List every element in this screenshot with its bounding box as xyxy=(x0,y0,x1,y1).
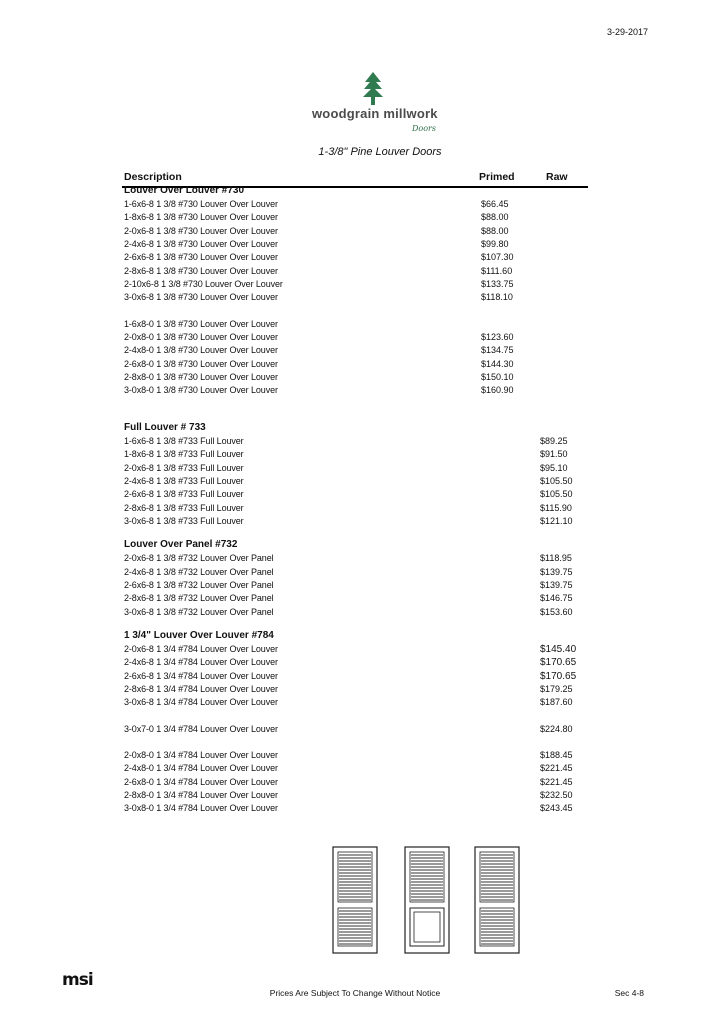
item-description: 2-0x8-0 1 3/8 #730 Louver Over Louver xyxy=(124,332,278,343)
raw-price: $170.65 xyxy=(540,670,577,682)
item-description: 2-6x8-0 1 3/4 #784 Louver Over Louver xyxy=(124,776,278,787)
raw-price: $224.80 xyxy=(540,723,573,734)
item-description: 2-6x8-0 1 3/8 #730 Louver Over Louver xyxy=(124,358,278,369)
price-row xyxy=(124,656,584,669)
item-description: 1-8x6-8 1 3/8 #733 Full Louver xyxy=(124,449,244,460)
header-raw: Raw xyxy=(546,171,568,183)
section-title: 1 3/4" Louver Over Louver #784 xyxy=(124,629,274,641)
item-description: 2-0x8-0 1 3/4 #784 Louver Over Louver xyxy=(124,750,278,760)
primed-price: $123.60 xyxy=(481,332,514,343)
door-illustrations xyxy=(332,846,532,956)
primed-price: $150.10 xyxy=(481,372,514,383)
item-description: 2-6x6-8 1 3/8 #732 Louver Over Panel xyxy=(124,579,274,590)
logo-brand-text: woodgrain millwork xyxy=(312,106,438,121)
item-description: 3-0x6-8 1 3/4 #784 Louver Over Louver xyxy=(124,697,278,708)
louver-over-louver-door-icon xyxy=(332,846,378,954)
price-row xyxy=(124,488,584,501)
item-description: 2-0x6-8 1 3/8 #732 Louver Over Panel xyxy=(124,553,274,564)
item-description: 3-0x8-0 1 3/8 #730 Louver Over Louver xyxy=(124,385,278,396)
item-description: 2-8x6-8 1 3/8 #733 Full Louver xyxy=(124,502,244,513)
price-row xyxy=(124,789,584,802)
full-louver-door-icon xyxy=(474,846,520,954)
price-row xyxy=(124,749,584,762)
item-description: 2-4x6-8 1 3/8 #732 Louver Over Panel xyxy=(124,566,274,577)
price-row xyxy=(124,566,584,579)
msi-mark: msi xyxy=(62,970,93,990)
item-description: 2-8x6-8 1 3/8 #730 Louver Over Louver xyxy=(124,265,278,276)
price-row xyxy=(124,462,584,475)
item-description: 2-8x8-0 1 3/8 #730 Louver Over Louver xyxy=(124,372,278,383)
item-description: 1-6x6-8 1 3/8 #730 Louver Over Louver xyxy=(124,199,278,209)
raw-price: $221.45 xyxy=(540,763,573,774)
msi-logo xyxy=(62,970,93,990)
raw-price: $187.60 xyxy=(540,697,573,708)
raw-price: $115.90 xyxy=(540,502,572,513)
tree-icon xyxy=(362,72,384,106)
primed-price: $111.60 xyxy=(481,265,513,276)
primed-price: $118.10 xyxy=(481,292,513,303)
price-row xyxy=(124,211,584,224)
item-description: 2-6x6-8 1 3/4 #784 Louver Over Louver xyxy=(124,670,278,681)
price-row xyxy=(124,225,584,238)
raw-price: $89.25 xyxy=(540,435,568,446)
footer-note: Prices Are Subject To Change Without Notice xyxy=(269,988,441,998)
price-row xyxy=(124,696,584,709)
item-description: 2-6x6-8 1 3/8 #730 Louver Over Louver xyxy=(124,252,278,263)
primed-price: $88.00 xyxy=(481,212,509,223)
header-description: Description xyxy=(124,171,182,183)
raw-price: $153.60 xyxy=(540,606,573,617)
price-row xyxy=(124,579,584,592)
raw-price: $179.25 xyxy=(540,683,573,694)
primed-price: $133.75 xyxy=(481,279,514,290)
price-row xyxy=(124,502,584,515)
raw-price: $145.40 xyxy=(540,643,577,655)
price-list xyxy=(124,184,584,816)
louver-over-panel-door-icon xyxy=(404,846,450,954)
price-row xyxy=(124,723,584,736)
price-row xyxy=(124,670,584,683)
item-description: 2-4x8-0 1 3/8 #730 Louver Over Louver xyxy=(124,345,278,356)
raw-price: $188.45 xyxy=(540,750,573,760)
price-row xyxy=(124,606,584,619)
price-row xyxy=(124,683,584,696)
primed-price: $88.00 xyxy=(481,225,509,236)
raw-price: $118.95 xyxy=(540,553,572,564)
price-row xyxy=(124,318,584,331)
page-title: 1-3/8" Pine Louver Doors xyxy=(318,146,442,158)
primed-price: $160.90 xyxy=(481,385,514,396)
price-row xyxy=(124,331,584,344)
primed-price: $99.80 xyxy=(481,239,509,250)
woodgrain-logo xyxy=(312,72,452,140)
item-description: 2-0x6-8 1 3/4 #784 Louver Over Louver xyxy=(124,643,278,654)
header-primed: Primed xyxy=(479,171,515,183)
primed-price: $66.45 xyxy=(481,199,509,209)
price-row xyxy=(124,762,584,775)
item-description: 2-4x8-0 1 3/4 #784 Louver Over Louver xyxy=(124,763,278,774)
price-row xyxy=(124,448,584,461)
section-title: Louver Over Panel #732 xyxy=(124,539,238,551)
item-description: 1-6x8-0 1 3/8 #730 Louver Over Louver xyxy=(124,318,278,329)
item-description: 2-0x6-8 1 3/8 #733 Full Louver xyxy=(124,462,244,473)
price-row xyxy=(124,384,584,397)
price-row xyxy=(124,291,584,304)
raw-price: $139.75 xyxy=(540,579,573,590)
price-row xyxy=(124,643,584,656)
item-description: 3-0x8-0 1 3/4 #784 Louver Over Louver xyxy=(124,803,278,814)
raw-price: $91.50 xyxy=(540,449,568,460)
section-title: Full Louver # 733 xyxy=(124,421,206,433)
price-row xyxy=(124,198,584,211)
raw-price: $232.50 xyxy=(540,790,573,801)
raw-price: $139.75 xyxy=(540,566,573,577)
item-description: 3-0x6-8 1 3/8 #732 Louver Over Panel xyxy=(124,606,274,617)
item-description: 1-8x6-8 1 3/8 #730 Louver Over Louver xyxy=(124,212,278,223)
price-row xyxy=(124,238,584,251)
logo-sub-text: Doors xyxy=(412,124,436,133)
item-description: 2-6x6-8 1 3/8 #733 Full Louver xyxy=(124,489,244,500)
price-row xyxy=(124,435,584,448)
price-row xyxy=(124,251,584,264)
primed-price: $134.75 xyxy=(481,345,514,356)
price-row xyxy=(124,475,584,488)
item-description: 1-6x6-8 1 3/8 #733 Full Louver xyxy=(124,435,244,446)
section-number: Sec 4-8 xyxy=(614,988,644,998)
price-row xyxy=(124,358,584,371)
item-description: 2-4x6-8 1 3/4 #784 Louver Over Louver xyxy=(124,657,278,668)
item-description: 2-8x8-0 1 3/4 #784 Louver Over Louver xyxy=(124,790,278,801)
price-row xyxy=(124,371,584,384)
raw-price: $105.50 xyxy=(540,475,573,486)
raw-price: $105.50 xyxy=(540,489,573,500)
item-description: 3-0x6-8 1 3/8 #730 Louver Over Louver xyxy=(124,292,278,303)
item-description: 2-0x6-8 1 3/8 #730 Louver Over Louver xyxy=(124,225,278,236)
document-date: 3-29-2017 xyxy=(606,27,648,37)
section-title: Louver Over Louver #730 xyxy=(124,185,245,196)
price-row xyxy=(124,265,584,278)
price-row xyxy=(124,592,584,605)
item-description: 2-10x6-8 1 3/8 #730 Louver Over Louver xyxy=(124,279,283,290)
item-description: 3-0x7-0 1 3/4 #784 Louver Over Louver xyxy=(124,723,278,734)
raw-price: $170.65 xyxy=(540,657,577,669)
item-description: 2-8x6-8 1 3/8 #732 Louver Over Panel xyxy=(124,593,274,604)
item-description: 3-0x6-8 1 3/8 #733 Full Louver xyxy=(124,515,244,526)
primed-price: $107.30 xyxy=(481,252,514,263)
price-row xyxy=(124,776,584,789)
price-row xyxy=(124,278,584,291)
price-row xyxy=(124,344,584,357)
raw-price: $146.75 xyxy=(540,593,573,604)
item-description: 2-8x6-8 1 3/4 #784 Louver Over Louver xyxy=(124,683,278,694)
raw-price: $95.10 xyxy=(540,462,568,473)
item-description: 2-4x6-8 1 3/8 #733 Full Louver xyxy=(124,475,244,486)
price-row xyxy=(124,802,584,815)
raw-price: $243.45 xyxy=(540,803,573,814)
primed-price: $144.30 xyxy=(481,358,514,369)
raw-price: $221.45 xyxy=(540,776,573,787)
price-row xyxy=(124,552,584,565)
price-row xyxy=(124,515,584,528)
raw-price: $121.10 xyxy=(540,515,573,526)
item-description: 2-4x6-8 1 3/8 #730 Louver Over Louver xyxy=(124,239,278,250)
